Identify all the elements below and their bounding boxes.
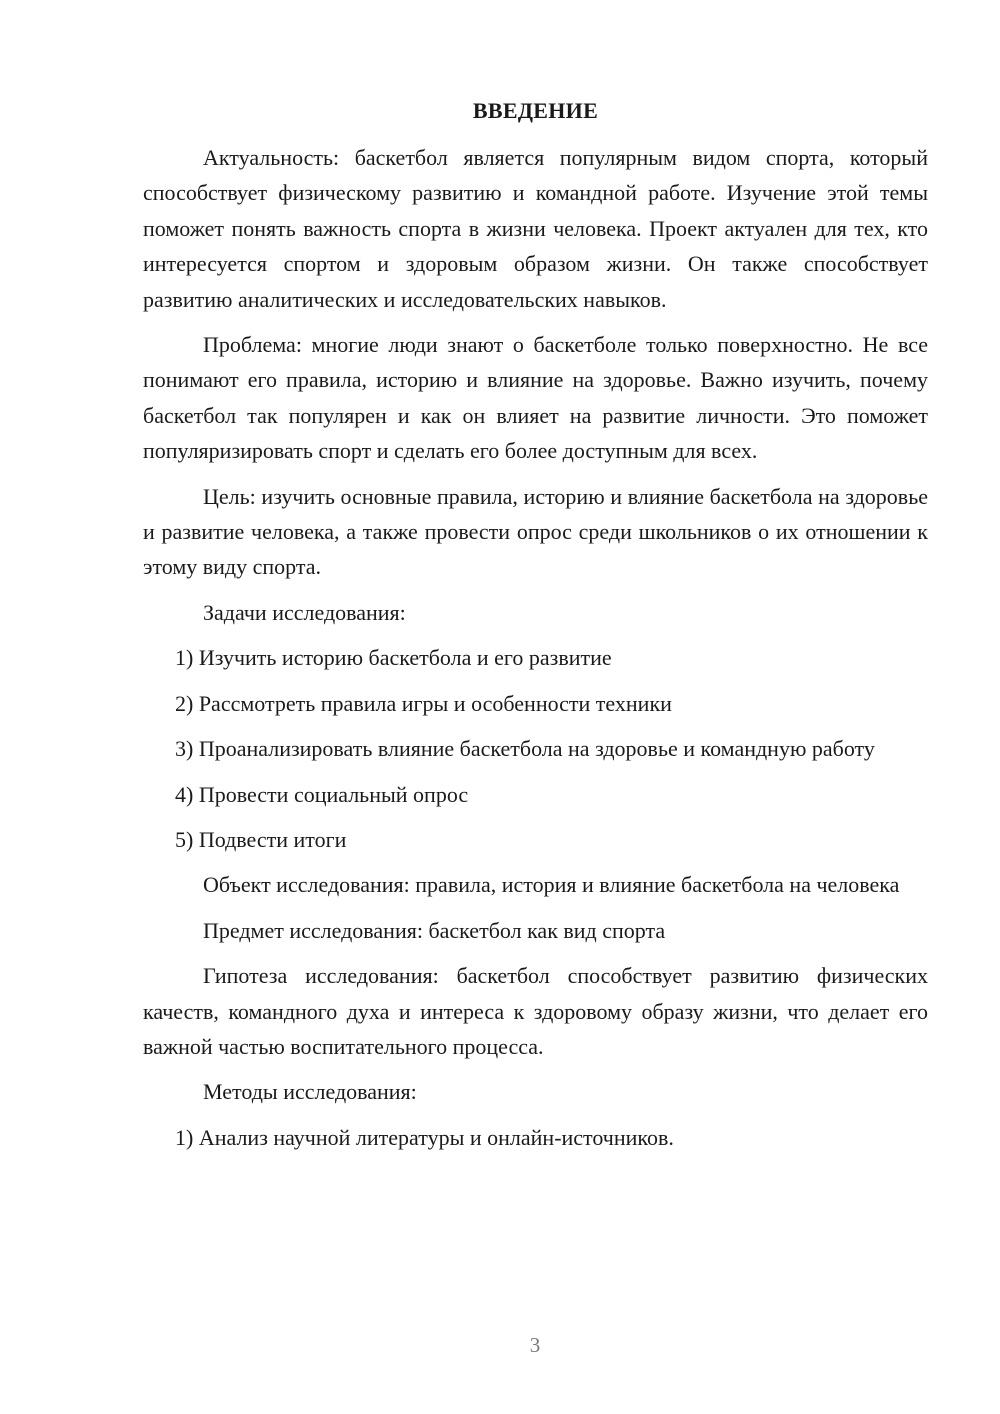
- list-item: 4) Провести социальный опрос: [175, 781, 469, 807]
- paragraph-relevance: Актуальность: баскетбол является популярным видом спорта, который способствует физическому развитию и командной работе. Изучение этой темы поможет понять важность спорта в жизни человека. Проект актуален для тех, кто интересуется спортом и здоровым образом жизни. Он также способствует развитию аналитических и исследовательских навыков.: [143, 145, 928, 312]
- page-title: ВВЕДЕНИЕ: [472, 98, 599, 123]
- paragraph-problem: Проблема: многие люди знают о баскетболе только поверхностно. Не все понимают его правила, историю и влияние на здоровье. Важно изучить, почему баскетбол так популярен и как он влияет на развитие личности. Это поможет популяризировать спорт и сделать его более доступным для всех.: [143, 332, 928, 464]
- list-item: 1) Изучить историю баскетбола и его развитие: [175, 645, 612, 671]
- list-item: 2) Рассмотреть правила игры и особенности техники: [175, 690, 672, 716]
- paragraph-tasks-heading: Задачи исследования:: [203, 599, 406, 625]
- paragraph-object: Объект исследования: правила, история и влияние баскетбола на человека: [203, 872, 900, 898]
- paragraph-hypothesis: Гипотеза исследования: баскетбол способствует развитию физических качеств, командного духа и интереса к здоровому образу жизни, что делает его важной частью воспитательного процесса.: [143, 963, 928, 1059]
- list-item: 1) Анализ научной литературы и онлайн-источников.: [175, 1124, 674, 1150]
- paragraph-goal: Цель: изучить основные правила, историю и влияние баскетбола на здоровье и развитие человека, а также провести опрос среди школьников о их отношении к этому виду спорта.: [143, 483, 928, 580]
- page-number: 3: [529, 1333, 541, 1357]
- paragraph-methods-heading: Методы исследования:: [203, 1079, 417, 1105]
- paragraph-subject: Предмет исследования: баскетбол как вид спорта: [203, 917, 666, 943]
- list-item: 5) Подвести итоги: [175, 826, 347, 852]
- list-item: 3) Проанализировать влияние баскетбола на здоровье и командную работу: [175, 736, 875, 762]
- document-page: [143, 94, 928, 1165]
